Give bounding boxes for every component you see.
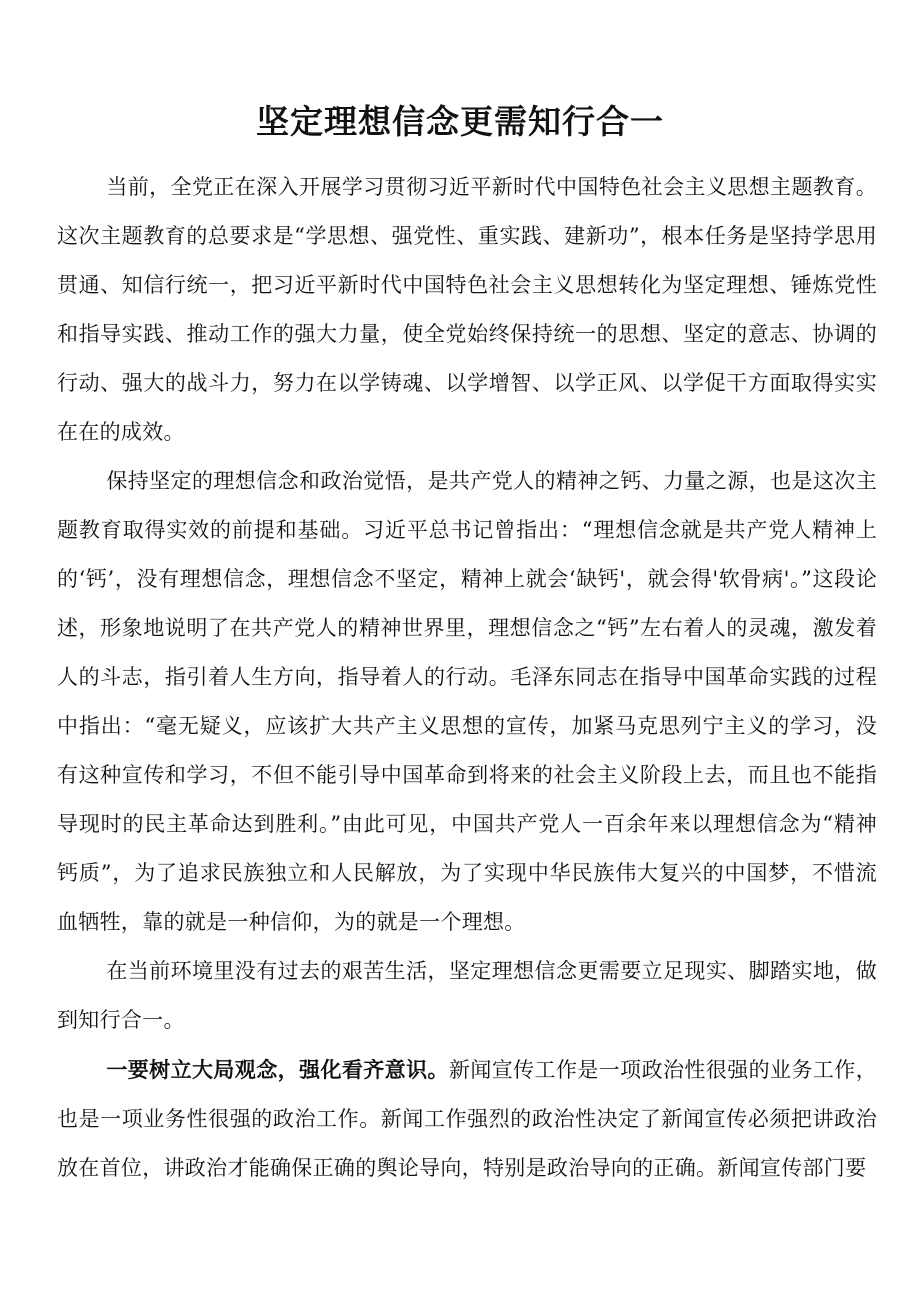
paragraph-3 xyxy=(57,947,877,1045)
paragraph-lead-heading: 一要树立大局观念，强化看齐意识。 xyxy=(106,1057,449,1082)
paragraph-text: 新闻宣传工作是一项政治性很强的业务工作，也是一项业务性很强的政治工作。新闻工作强烈的政治性决定了新闻宣传必须把讲政治放在首位，讲政治才能确保正确的舆论导向，特别是政治导向的正确。新闻宣传部门要 xyxy=(57,1058,877,1180)
paragraph-4 xyxy=(57,1045,877,1193)
paragraph-1 xyxy=(57,163,877,457)
document-title: 坚定理想信念更需知行合一 xyxy=(256,102,664,141)
document-body xyxy=(57,163,877,1193)
paragraph-text: 当前，全党正在深入开展学习贯彻习近平新时代中国特色社会主义思想主题教育。这次主题教育的总要求是“学思想、强党性、重实践、建新功”，根本任务是坚持学思用贯通、知信行统一，把习近平新时代中国特色社会主义思想转化为坚定理想、锤炼党性和指导实践、推动工作的强大力量，使全党始终保持统一的思想、坚定的意志、协调的行动、强大的战斗力，努力在以学铸魂、以学增智、以学正风、以学促干方面取得实实在在的成效。 xyxy=(57,175,877,444)
paragraph-text: 保持坚定的理想信念和政治觉悟，是共产党人的精神之钙、力量之源，也是这次主题教育取得实效的前提和基础。习近平总书记曾指出：“理想信念就是共产党人精神上的‘钙’，没有理想信念，理想信念不坚定，精神上就会‘缺钙'，就会得'软骨病'。”这段论述，形象地说明了在共产党人的精神世界里，理想信念之“钙”左右着人的灵魂，激发着人的斗志，指引着人生方向，指导着人的行动。毛泽东同志在指导中国革命实践的过程中指出：“毫无疑义，应该扩大共产主义思想的宣传，加紧马克思列宁主义的学习，没有这种宣传和学习，不但不能引导中国革命到将来的社会主义阶段上去，而且也不能指导现时的民主革命达到胜利。”由此可见，中国共产党人一百余年来以理想信念为“精神钙质”，为了追求民族独立和人民解放，为了实现中华民族伟大复兴的中国梦，不惜流血牺牲，靠的就是一种信仰，为的就是一个理想。 xyxy=(57,469,877,934)
paragraph-2 xyxy=(57,457,877,947)
paragraph-text: 在当前环境里没有过去的艰苦生活，坚定理想信念更需要立足现实、脚踏实地，做到知行合一。 xyxy=(57,959,877,1032)
